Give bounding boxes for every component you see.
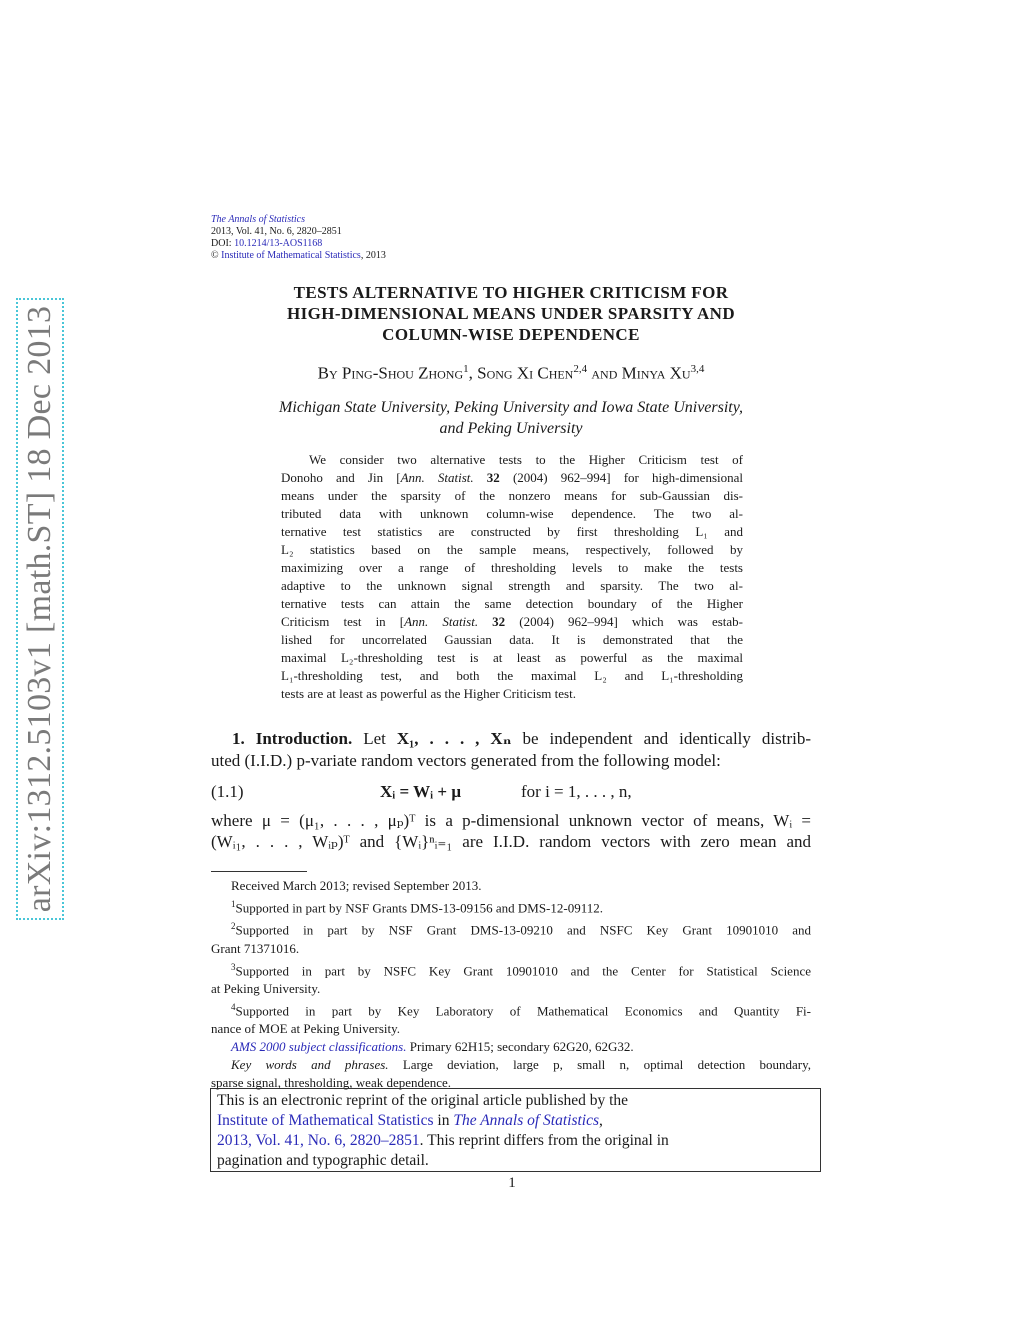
footnote-marker: 3 — [231, 961, 236, 972]
by-label: By — [317, 363, 342, 383]
reprint-line-4: pagination and typographic detail. — [217, 1152, 429, 1169]
journal-name-link[interactable]: The Annals of Statistics — [211, 214, 305, 225]
abstract-line: L₁-thresholding test, and both the maximal L₂ and L₁-thresholding — [281, 668, 743, 683]
reprint-text: , — [599, 1112, 603, 1129]
arxiv-stamp — [16, 298, 64, 920]
journal-header — [211, 214, 386, 262]
abstract-line: tests are at least as powerful as the Higher Criticism test. — [281, 686, 576, 701]
reprint-line-3 — [217, 1131, 814, 1151]
doi-link[interactable]: 10.1214/13-AOS1168 — [234, 238, 323, 249]
footnote-rule — [211, 871, 307, 872]
equation-condition: for i = 1, . . . , n, — [521, 782, 632, 801]
abstract-line: ternative tests can attain the same detection boundary of the Higher — [281, 596, 743, 611]
author-and: and — [587, 363, 622, 383]
intro-line-4: (Wᵢ₁, . . . , Wᵢₚ)ᵀ and {Wᵢ}ⁿᵢ₌₁ are I.I.D. random vectors with zero mean and — [211, 832, 811, 851]
title-line-3: COLUMN-WISE DEPENDENCE — [382, 325, 640, 344]
intro-line-2: uted (I.I.D.) p-variate random vectors generated from the following model: — [211, 751, 721, 770]
journal-reprint-link[interactable]: The Annals of Statistics — [453, 1112, 600, 1129]
abstract-journal-ref: Ann. Statist. — [404, 614, 479, 629]
volume-reprint-link[interactable]: 2013, Vol. 41, No. 6, 2820–2851 — [217, 1132, 420, 1149]
author-zhong: Ping-Shou Zhong — [341, 363, 464, 383]
author-list — [211, 363, 811, 384]
abstract-text: (2004) 962–994] which was estab- — [505, 614, 744, 629]
abstract-line: maximizing over a range of thresholding levels to make the tests — [281, 560, 743, 575]
abstract-volume: 32 — [478, 614, 506, 629]
abstract-volume: 32 — [473, 470, 500, 485]
abstract-line: tributed data with unknown column-wise dependence. The two al- — [281, 506, 743, 521]
keywords-cont: sparse signal, thresholding, weak dependence. — [211, 1075, 452, 1091]
footnote-3 — [211, 958, 811, 980]
footnote-text: Supported in part by Key Laboratory of Mathematical Economics and Quantity Fi- — [235, 1003, 811, 1019]
author-xu-sup: 3,4 — [690, 363, 705, 375]
reprint-line-1: This is an electronic reprint of the original article published by the — [217, 1092, 629, 1109]
body-text: be independent and identically distrib- — [511, 729, 811, 748]
abstract-line: We consider two alternative tests to the Higher Criticism test of — [309, 452, 743, 467]
ams-link[interactable]: AMS 2000 subject classifications. — [231, 1039, 407, 1055]
copyright-year: , 2013 — [360, 250, 386, 261]
footnote-2 — [211, 917, 811, 939]
abstract-text: (2004) 962–994] for high-dimensional — [499, 470, 743, 485]
keywords-label: Key words and phrases. — [231, 1057, 389, 1073]
paper-title — [211, 282, 811, 345]
abstract-line: maximal L₂-thresholding test is at least as powerful as the maximal — [281, 650, 743, 665]
abstract-line: L₂ statistics based on the sample means, respectively, followed by — [281, 542, 743, 557]
reprint-text: . This reprint differs from the original in — [419, 1132, 669, 1149]
footnote-text: Supported in part by NSFC Key Grant 10901010 and the Center for Statistical Science — [235, 962, 811, 978]
reprint-notice — [210, 1088, 821, 1172]
abstract-text: Criticism test in [ — [281, 614, 405, 629]
author-zhong-sup: 1 — [463, 363, 469, 375]
author-chen: Song Xi Chen — [477, 363, 574, 383]
affiliation-line-2: and Peking University — [439, 420, 583, 437]
abstract-line — [281, 613, 743, 631]
footnote-1 — [211, 895, 811, 917]
footnote-text: Supported in part by NSF Grant DMS-13-09210 and NSFC Key Grant 10901010 and — [235, 922, 811, 938]
abstract-line — [281, 469, 743, 487]
intro-line-3: where μ = (μ₁, . . . , μₚ)ᵀ is a p-dimensional unknown vector of means, Wᵢ = — [211, 811, 811, 830]
abstract — [281, 451, 743, 703]
ams-text: Primary 62H15; secondary 62G20, 62G32. — [406, 1039, 634, 1055]
keywords — [211, 1056, 811, 1074]
abstract-line: ternative test statistics are constructed by first thresholding L₁ and — [281, 524, 743, 539]
reprint-text: in — [433, 1112, 454, 1129]
received-note: Received March 2013; revised September 2013. — [231, 878, 482, 893]
body-text: Let — [352, 729, 397, 748]
abstract-line: means under the sparsity of the nonzero means for sub-Gaussian dis- — [281, 488, 743, 503]
abstract-line: adaptive to the unknown signal strength and sparsity. The two al- — [281, 578, 743, 593]
footnote-4-cont: nance of MOE at Peking University. — [211, 1021, 401, 1037]
footnote-text: Supported in part by NSF Grants DMS-13-09156 and DMS-12-09112. — [235, 900, 603, 916]
abstract-journal-ref: Ann. Statist. — [400, 470, 474, 485]
equation-number: (1.1) — [211, 782, 244, 801]
abstract-text: Donoho and Jin [ — [281, 470, 401, 485]
affiliation-line-1: Michigan State University, Peking University and Iowa State University, — [279, 399, 743, 416]
footnotes — [211, 877, 811, 1092]
ams-classification — [211, 1038, 811, 1056]
author-chen-sup: 2,4 — [573, 363, 588, 375]
author-xu: Minya Xu — [621, 363, 691, 383]
page-number: 1 — [508, 1175, 516, 1191]
footnote-3-cont: at Peking University. — [211, 980, 321, 996]
intro-line-1 — [232, 729, 811, 749]
footnote-2-cont: Grant 71371016. — [211, 940, 300, 956]
volume-line: 2013, Vol. 41, No. 6, 2820–2851 — [211, 226, 342, 237]
doi-label: DOI: — [211, 238, 235, 249]
ims-link[interactable]: Institute of Mathematical Statistics — [221, 250, 361, 261]
section-heading: 1. Introduction. — [232, 729, 353, 748]
math-x-sequence: X₁, . . . , Xₙ — [396, 729, 512, 748]
copyright-symbol: © — [211, 250, 219, 261]
footnote-marker: 1 — [231, 899, 236, 909]
affiliations — [211, 397, 811, 439]
ims-reprint-link[interactable]: Institute of Mathematical Statistics — [217, 1112, 434, 1129]
title-line-2: HIGH-DIMENSIONAL MEANS UNDER SPARSITY AND — [286, 304, 736, 323]
title-line-1: TESTS ALTERNATIVE TO HIGHER CRITICISM FOR — [293, 283, 729, 302]
footnote-marker: 4 — [231, 1001, 236, 1012]
equation-body: Xᵢ = Wᵢ + μ — [380, 782, 462, 801]
reprint-line-2 — [217, 1111, 814, 1131]
author-sep: , — [468, 363, 478, 383]
keywords-text: Large deviation, large p, small n, optimal detection boundary, — [388, 1057, 811, 1073]
footnote-marker: 2 — [231, 921, 236, 932]
abstract-line: lished for uncorrelated Gaussian data. It is demonstrated that the — [281, 632, 743, 647]
footnote-4 — [211, 998, 811, 1020]
arxiv-id-label: arXiv:1312.5103v1 [math.ST] 18 Dec 2013 — [21, 305, 58, 913]
